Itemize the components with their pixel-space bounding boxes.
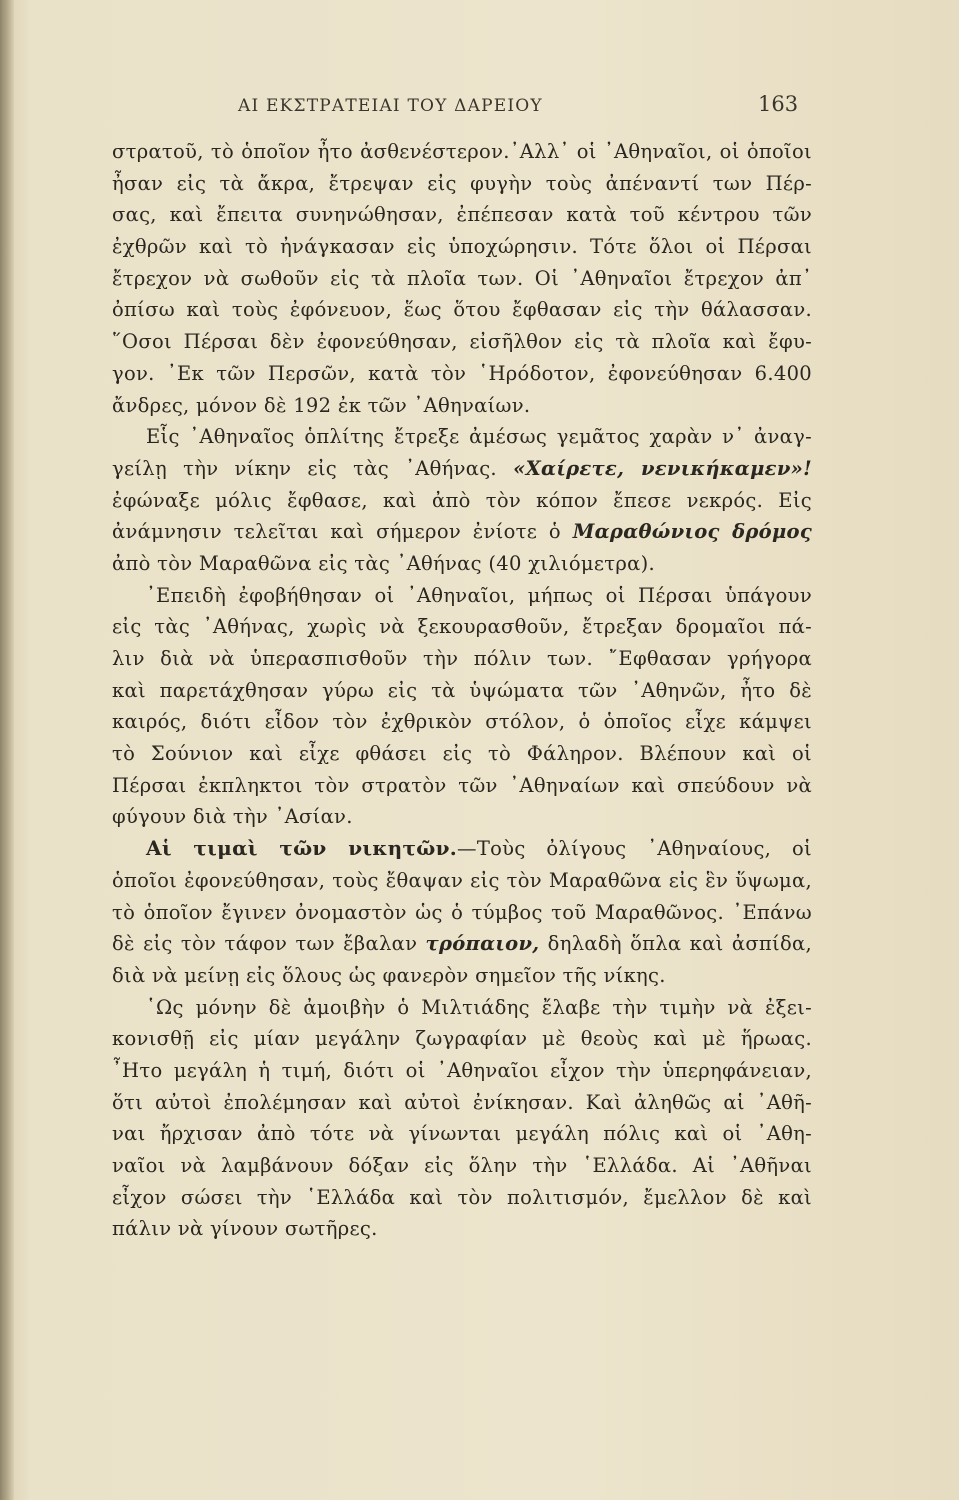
text-line xyxy=(112,928,812,960)
text-span: δὲ εἰς τὸν τάφον των ἔβαλαν xyxy=(112,932,418,956)
text-line: διὰ νὰ μείνῃ εἰς ὅλους ὡς φανερὸν σημεῖον τῆς νίκης. xyxy=(112,963,666,987)
text-line: ναι ἤρχισαν ἀπὸ τότε νὰ γίνωνται μεγάλη πόλις καὶ οἱ ᾿Αθη- xyxy=(112,1122,812,1146)
page-gutter xyxy=(0,0,14,1500)
text-line: τὸ ὁποῖον ἔγινεν ὀνομαστὸν ὡς ὁ τύμβος τοῦ Μαραθῶνος. ᾿Επάνω xyxy=(112,900,812,924)
marathon-run-emphasis: Μαραθώνιος δρόμος xyxy=(572,520,812,544)
text-line xyxy=(112,516,812,548)
text-line: ἐχθρῶν καὶ τὸ ἠνάγκασαν εἰς ὑποχώρησιν. Τότε ὅλοι οἱ Πέρσαι xyxy=(112,235,812,259)
section-heading: Αἱ τιμαὶ τῶν νικητῶν. xyxy=(146,836,458,861)
text-line: ῾Ως μόνην δὲ ἀμοιβὴν ὁ Μιλτιάδης ἔλαβε τὴν τιμὴν νὰ ἐξει- xyxy=(146,995,812,1019)
page-number: 163 xyxy=(758,92,799,116)
quote-emphasis: «Χαίρετε, νενικήκαμεν»! xyxy=(513,456,813,480)
text-line: κονισθῇ εἰς μίαν μεγάλην ζωγραφίαν μὲ θεοὺς καὶ μὲ ἥρωας. xyxy=(112,1027,812,1051)
text-line: γον. ᾿Εκ τῶν Περσῶν, κατὰ τὸν ῾Ηρόδοτον, ἐφονεύθησαν 6.400 xyxy=(112,361,812,385)
text-line: Εἷς ᾿Αθηναῖος ὁπλίτης ἔτρεξε ἀμέσως γεμᾶτος χαρὰν ν᾿ ἀναγ- xyxy=(146,425,812,449)
text-span: ἀνάμνησιν τελεῖται καὶ σήμερον ἐνίοτε ὁ xyxy=(112,520,561,544)
text-line: λιν διὰ νὰ ὑπερασπισθοῦν τὴν πόλιν των. ῎Εφθασαν γρήγορα xyxy=(112,647,812,670)
text-line: φύγουν διὰ τὴν ᾿Ασίαν. xyxy=(112,805,353,829)
text-line: ἄνδρες, μόνον δὲ 192 ἐκ τῶν ᾿Αθηναίων. xyxy=(112,393,531,417)
text-line: ὁποῖοι ἐφονεύθησαν, τοὺς ἔθαψαν εἰς τὸν Μαραθῶνα εἰς ἓν ὕψωμα, xyxy=(112,868,812,892)
text-line: στρατοῦ, τὸ ὁποῖον ἦτο ἀσθενέστερον.᾿Αλλ᾿ οἱ ᾿Αθηναῖοι, οἱ ὁποῖοι xyxy=(112,140,812,163)
text-line: τὸ Σούνιον καὶ εἶχε φθάσει εἰς τὸ Φάληρον. Βλέπουν καὶ οἱ xyxy=(112,742,812,766)
text-line: καὶ παρετάχθησαν γύρω εἰς τὰ ὑψώματα τῶν ᾿Αθηνῶν, ἦτο δὲ xyxy=(112,678,812,702)
text-line: εἶχον σώσει τὴν ῾Ελλάδα καὶ τὸν πολιτισμόν, ἔμελλον δὲ καὶ xyxy=(112,1185,812,1209)
text-line: ἀπὸ τὸν Μαραθῶνα εἰς τὰς ᾿Αθήνας (40 χιλιόμετρα). xyxy=(112,551,655,575)
text-line: ἐφώναξε μόλις ἔφθασε, καὶ ἀπὸ τὸν κόπον ἔπεσε νεκρός. Εἰς xyxy=(112,488,812,512)
text-span: δηλαδὴ ὅπλα καὶ ἀσπίδα, xyxy=(547,932,812,956)
text-line: Πέρσαι ἐκπληκτοι τὸν στρατὸν τῶν ᾿Αθηναίων καὶ σπεύδουν νὰ xyxy=(112,773,812,797)
text-line: ᾿Επειδὴ ἐφοβήθησαν οἱ ᾿Αθηναῖοι, μήπως οἱ Πέρσαι ὑπάγουν xyxy=(146,583,812,607)
body-text xyxy=(112,136,812,1245)
text-line: ὅτι αὐτοὶ ἐπολέμησαν καὶ αὐτοὶ ἐνίκησαν. Καὶ ἀληθῶς αἱ ᾿Αθῆ- xyxy=(112,1090,812,1114)
text-line: ὀπίσω καὶ τοὺς ἐφόνευον, ἕως ὅτου ἔφθασαν εἰς τὴν θάλασσαν. xyxy=(112,298,812,322)
running-title: ΑΙ ΕΚΣΤΡΑΤΕΙΑΙ ΤΟΥ ΔΑΡΕΙΟΥ xyxy=(238,96,543,116)
text-line: ἔτρεχον νὰ σωθοῦν εἰς τὰ πλοῖα των. Οἱ ᾿Αθηναῖοι ἔτρεχον ἀπ᾿ xyxy=(112,266,812,290)
text-line: ῞Οσοι Πέρσαι δὲν ἐφονεύθησαν, εἰσῆλθον εἰς τὰ πλοῖα καὶ ἔφυ- xyxy=(112,330,812,354)
text-line: ἦσαν εἰς τὰ ἄκρα, ἔτρεψαν εἰς φυγὴν τοὺς ἀπέναντί των Πέρ- xyxy=(112,171,812,195)
trophy-emphasis: τρόπαιον, xyxy=(425,932,540,956)
text-line: πάλιν νὰ γίνουν σωτῆρες. xyxy=(112,1217,378,1241)
text-span: —Τοὺς ὀλίγους ᾿Αθηναίους, οἱ xyxy=(457,837,812,861)
text-line: σας, καὶ ἔπειτα συνηνώθησαν, ἐπέπεσαν κατὰ τοῦ κέντρου τῶν xyxy=(112,203,812,227)
page-header xyxy=(0,84,959,124)
text-line xyxy=(112,833,812,865)
text-line: ναῖοι νὰ λαμβάνουν δόξαν εἰς ὅλην τὴν ῾Ελλάδα. Αἱ ᾿Αθῆναι xyxy=(112,1154,812,1177)
text-span: γείλῃ τὴν νίκην εἰς τὰς ᾿Αθήνας. xyxy=(112,456,497,480)
text-line: ῏Ητο μεγάλη ἡ τιμή, διότι οἱ ᾿Αθηναῖοι εἶχον τὴν ὑπερηφάνειαν, xyxy=(112,1058,812,1082)
text-line: καιρός, διότι εἶδον τὸν ἐχθρικὸν στόλον, ὁ ὁποῖος εἶχε κάμψει xyxy=(112,710,812,734)
text-line xyxy=(112,453,812,485)
text-line: εἰς τὰς ᾿Αθήνας, χωρὶς νὰ ξεκουρασθοῦν, ἔτρεξαν δρομαῖοι πά- xyxy=(112,615,812,639)
